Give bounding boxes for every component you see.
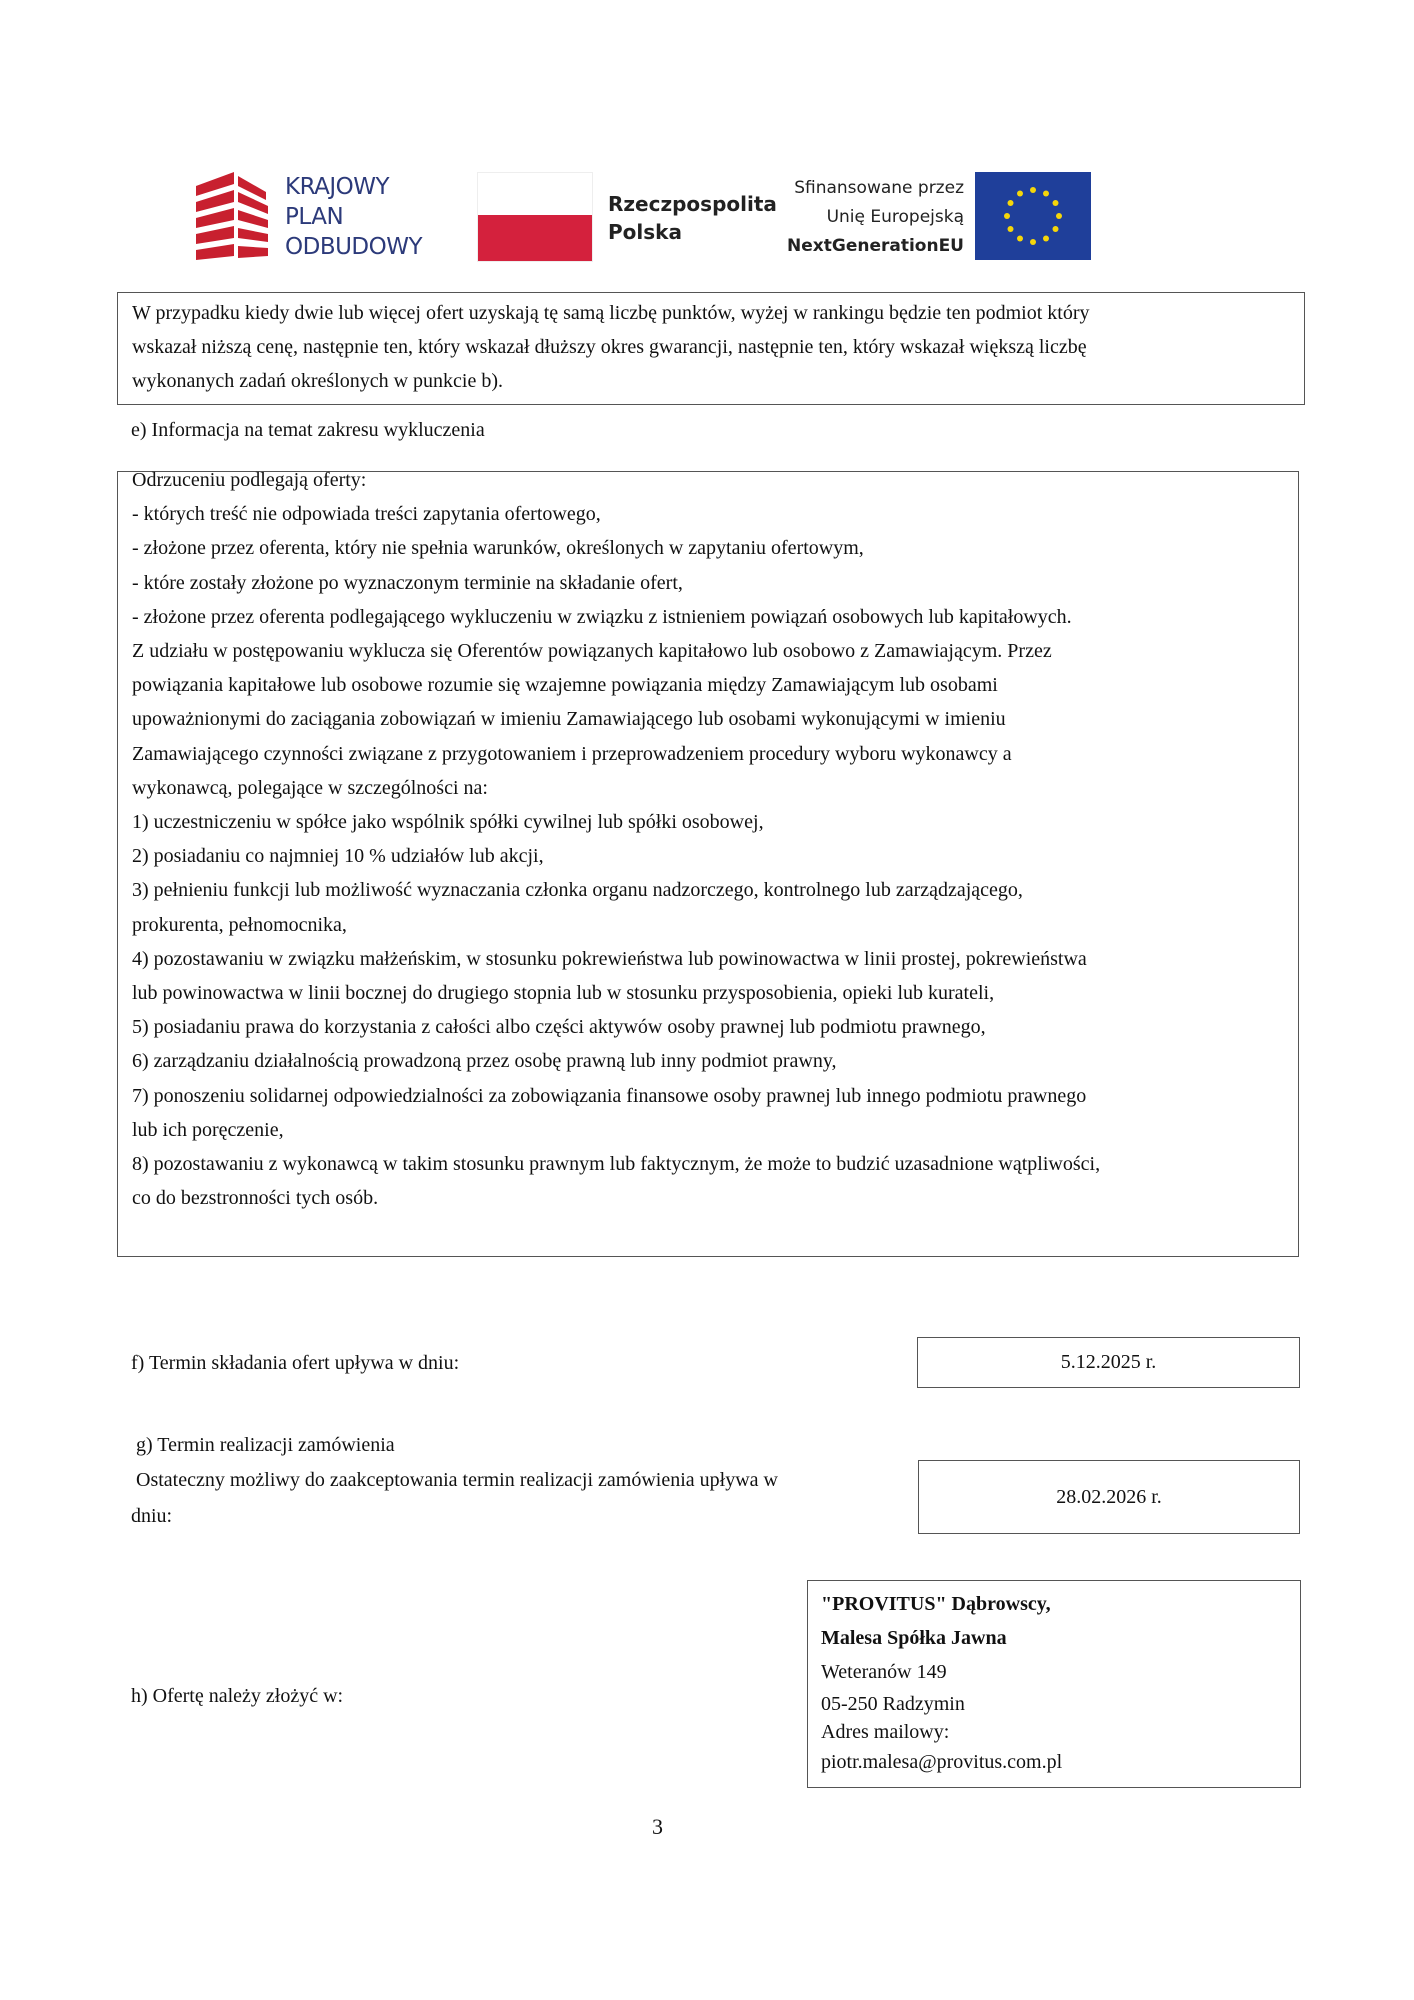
- poland-line-2: Polska: [608, 220, 682, 244]
- exclusion-criteria-box: [117, 471, 1299, 1257]
- eu-line-3: NextGenerationEU: [787, 236, 964, 256]
- exclusion-line: lub powinowactwa w linii bocznej do drugiego stopnia lub w stosunku przysposobienia, opieki lub kurateli,: [132, 982, 995, 1005]
- completion-deadline-value: 28.02.2026 r.: [1056, 1486, 1162, 1508]
- contact-email-link[interactable]: piotr.malesa@provitus.com.pl: [821, 1751, 1063, 1773]
- exclusion-line: 7) ponoszeniu solidarnej odpowiedzialności za zobowiązania finansowe osoby prawnej lub innego podmiotu prawnego: [132, 1084, 1087, 1107]
- tiebreak-line: wykonanych zadań określonych w punkcie b).: [132, 370, 503, 392]
- tiebreak-rule-box: [117, 292, 1305, 405]
- exclusion-line: - które zostały złożone po wyznaczonym terminie na składanie ofert,: [132, 571, 683, 594]
- exclusion-line: wykonawcą, polegające w szczególności na:: [132, 776, 488, 799]
- section-e-heading: e) Informacja na temat zakresu wykluczenia: [131, 419, 485, 441]
- exclusion-line: - których treść nie odpowiada treści zapytania ofertowego,: [132, 503, 601, 526]
- kpo-line-2: PLAN: [285, 204, 344, 230]
- eu-line-2: Unię Europejską: [826, 207, 964, 227]
- exclusion-line: powiązania kapitałowe lub osobowe rozumie się wzajemne powiązania między Zamawiającym lub osobami: [132, 674, 998, 697]
- eu-funding-text: [760, 174, 964, 261]
- exclusion-line: upoważnionymi do zaciągania zobowiązań w imieniu Zamawiającego lub osobami wykonującymi w imieniu: [132, 708, 1006, 731]
- company-street: Weteranów 149: [821, 1661, 947, 1683]
- eu-line-1: Sfinansowane przez: [794, 178, 964, 198]
- completion-deadline-label-line2: dniu:: [131, 1505, 173, 1527]
- exclusion-line: lub ich poręczenie,: [132, 1118, 284, 1141]
- completion-deadline-heading: g) Termin realizacji zamówienia: [136, 1434, 395, 1456]
- exclusion-line: 2) posiadaniu co najmniej 10 % udziałów lub akcji,: [132, 845, 544, 868]
- company-name-line2: Malesa Spółka Jawna: [821, 1627, 1007, 1649]
- exclusion-line: Z udziału w postępowaniu wyklucza się Oferentów powiązanych kapitałowo lub osobowo z Zamawiającym. Przez: [132, 640, 1052, 663]
- offer-deadline-label: f) Termin składania ofert upływa w dniu:: [131, 1352, 460, 1374]
- exclusion-line: - złożone przez oferenta, który nie spełnia warunków, określonych w zapytaniu ofertowym,: [132, 537, 864, 560]
- exclusion-line: 3) pełnieniu funkcji lub możliwość wyznaczania członka organu nadzorczego, kontrolnego lub zarządzającego,: [132, 879, 1023, 902]
- poland-flag-icon: [477, 172, 593, 262]
- exclusion-line: 4) pozostawaniu w związku małżeńskim, w stosunku pokrewieństwa lub powinowactwa w linii prostej, pokrewieństwa: [132, 947, 1087, 970]
- exclusion-line: Zamawiającego czynności związane z przygotowaniem i przeprowadzeniem procedury wyboru wykonawcy a: [132, 742, 1012, 765]
- kpo-line-3: ODBUDOWY: [285, 234, 423, 260]
- kpo-building-logo-icon: [196, 172, 286, 264]
- exclusion-line: 6) zarządzaniu działalnością prowadzoną przez osobę prawną lub inny podmiot prawny,: [132, 1050, 837, 1073]
- submission-address-box: [807, 1580, 1301, 1788]
- completion-deadline-value-box: [918, 1460, 1300, 1534]
- exclusion-line: Odrzuceniu podlegają oferty:: [132, 469, 367, 491]
- kpo-logo-text: [285, 172, 422, 262]
- kpo-line-1: KRAJOWY: [285, 174, 390, 200]
- exclusion-line: - złożone przez oferenta podlegającego wykluczeniu w związku z istnieniem powiązań osobowych lub kapitałowych.: [132, 605, 1072, 628]
- page-number: 3: [652, 1814, 663, 1839]
- exclusion-line: 1) uczestniczeniu w spółce jako wspólnik spółki cywilnej lub spółki osobowej,: [132, 811, 764, 834]
- eu-flag-icon: [975, 172, 1091, 260]
- offer-deadline-value: 5.12.2025 r.: [1060, 1351, 1157, 1373]
- exclusion-line: co do bezstronności tych osób.: [132, 1187, 379, 1210]
- exclusion-line: prokurenta, pełnomocnika,: [132, 913, 347, 936]
- company-city: 05-250 Radzymin: [821, 1693, 965, 1715]
- tiebreak-line: wskazał niższą cenę, następnie ten, który wskazał dłuższy okres gwarancji, następnie ten, który wskazał większą liczbę: [132, 336, 1087, 358]
- funding-logos-header: [190, 160, 1140, 270]
- tiebreak-line: W przypadku kiedy dwie lub więcej ofert uzyskają tę samą liczbę punktów, wyżej w rankingu będzie ten podmiot który: [132, 302, 1090, 324]
- submission-place-label: h) Ofertę należy złożyć w:: [131, 1685, 344, 1707]
- exclusion-line: 5) posiadaniu prawa do korzystania z całości albo części aktywów osoby prawnej lub podmiotu prawnego,: [132, 1016, 986, 1039]
- completion-deadline-label-line1: Ostateczny możliwy do zaakceptowania termin realizacji zamówienia upływa w: [136, 1469, 778, 1491]
- company-name-line1: "PROVITUS" Dąbrowscy,: [821, 1593, 1051, 1615]
- poland-logo-text: [608, 190, 777, 246]
- offer-deadline-value-box: [917, 1337, 1300, 1388]
- email-label: Adres mailowy:: [821, 1721, 950, 1743]
- poland-line-1: Rzeczpospolita: [608, 192, 777, 216]
- exclusion-line: 8) pozostawaniu z wykonawcą w takim stosunku prawnym lub faktycznym, że może to budzić uzasadnione wątpliwości,: [132, 1153, 1101, 1176]
